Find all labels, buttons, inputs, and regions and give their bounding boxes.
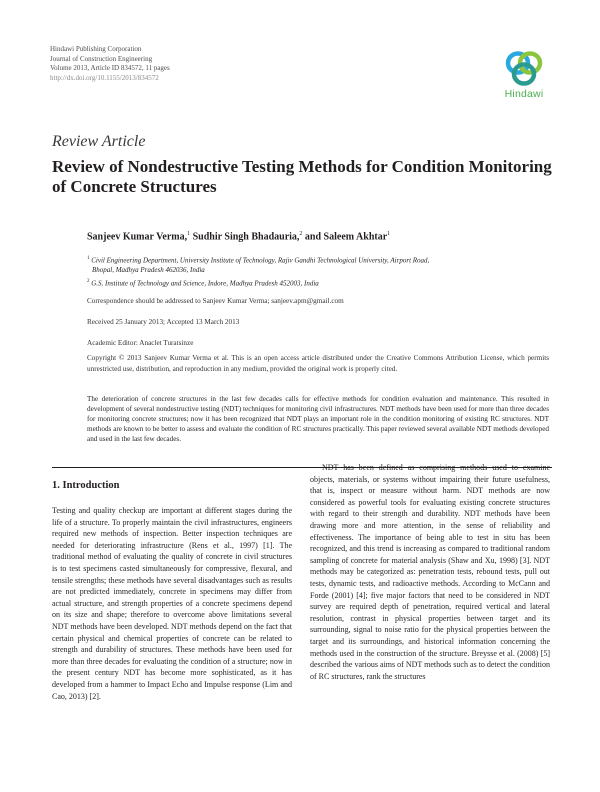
hindawi-logo <box>494 49 554 100</box>
abstract: The deterioration of concrete structures in the last few decades calls for effective methods for condition evaluation and maintenance. This resulted in development of several nondestructive testing (NDT) techniques for monitoring civil infrastructures. NDT methods have been used for more than three decades for monitoring concrete structures; now it has been recognized that NDT plays an important role in the condition monitoring of existing RC structures. NDT methods are known to be better to assess and evaluate the condition of RC structures practically. This paper reviewed several available NDT methods developed and used in the last few decades. <box>87 395 549 443</box>
article-title: Review of Nondestructive Testing Methods for Condition Monitoring of Concrete Structures <box>52 157 552 196</box>
logo-text: Hindawi <box>504 88 544 100</box>
author-affiliation-mark: 1 <box>387 231 391 237</box>
body-column-left: Testing and quality checkup are important at different stages during the life of a structure. To properly maintain the civil infrastructures, engineers required new methods of inspection. Better inspection techniques are needed for deteriorating infrastructure (Rens et al., 1997) [1]. The traditional method of evaluating the quality of concrete in civil structures is to test specimens casted simultaneously for compressive, flexural, and tensile strengths; these methods have several disadvantages such as results are not predicted immediately, concrete in specimens may differ from actual structure, and strength properties of a concrete specimens depend on its size and shape; therefore to overcome above limitations several NDT methods have been developed. NDT methods depend on the fact that certain physical and chemical properties of concrete can be related to strength and durability of structures. These methods have been used for more than three decades for evaluating the condition of a structure; now in the present century NDT has become more sophisticated, as it has developed from a hammer to Impact Echo and Impulse response (Lim and Cao, 2013) [2]. <box>52 506 292 701</box>
affiliation-line: G.S. Institute of Technology and Science, Indore, Madhya Pradesh 452003, India <box>91 279 319 288</box>
author-affiliation-mark: 1 <box>187 231 191 237</box>
academic-editor: Academic Editor: Anaclet Turatsinze <box>87 339 194 347</box>
journal-name: Journal of Construction Engineering <box>50 54 153 63</box>
author-list <box>87 231 390 242</box>
copyright-notice: Copyright © 2013 Sanjeev Kumar Verma et al. This is an open access article distributed under the Creative Commons Attribution License, which permits unrestricted use, distribution, and reproduction in any medium, provided the original work is properly cited. <box>87 354 549 373</box>
affiliation-mark: 2 <box>87 279 90 284</box>
affiliation-2 <box>87 277 547 288</box>
volume-info: Volume 2013, Article ID 834572, 11 pages <box>50 64 170 72</box>
doi-link[interactable]: http://dx.doi.org/10.1155/2013/834572 <box>50 73 159 82</box>
publisher-name: Hindawi Publishing Corporation <box>50 45 142 53</box>
affiliation-mark: 1 <box>87 256 90 261</box>
correspondence: Correspondence should be addressed to Sanjeev Kumar Verma; sanjeev.apm@gmail.com <box>87 297 344 305</box>
hindawi-rings-icon <box>503 49 545 87</box>
received-dates: Received 25 January 2013; Accepted 13 March 2013 <box>87 318 240 326</box>
author-name: Sudhir Singh Bhadauria, <box>192 231 300 243</box>
author-name: Sanjeev Kumar Verma, <box>87 231 188 243</box>
body-column-right: NDT has been defined as comprising methods used to examine objects, materials, or systems without impairing their future usefulness, that is, inspect or measure without harm. NDT methods are now considered as powerful tools for evaluating existing concrete structures with regard to their strength and durability. NDT methods have been drawing more and more attention, in the sense of reliability and effectiveness. The importance of being able to test in situ has been recognized, and this trend is increasing as compared to traditional random sampling of concrete for material analysis (Shaw and Xu, 1998) [3]. NDT methods may be categorized as: penetration tests, rebound tests, pull out tests, dynamic tests, and radioactive methods. According to McCann and Forde (2001) [4]; five major factors that need to be considered in NDT survey are required depth of penetration, required vertical and lateral resolution, contrast in physical properties between target and its surrounding, signal to noise ratio for the physical properties between the target and its surroundings, and historical information concerning the methods used in the construction of the structure. Breysse et al. (2008) [5] described the various aims of NDT methods such as to detect the condition of RC structures, rank the structures <box>310 463 550 681</box>
author-affiliation-mark: 2 <box>299 231 303 237</box>
affiliation-line: Civil Engineering Department, University Institute of Technology, Rajiv Gandhi Technological University, Airport Road, <box>91 256 430 265</box>
affiliation-1 <box>87 254 547 275</box>
author-name: and Saleem Akhtar <box>304 231 388 243</box>
affiliation-line: Bhopal, Madhya Pradesh 462036, India <box>92 266 205 275</box>
journal-header <box>50 45 170 83</box>
article-type: Review Article <box>52 133 146 150</box>
section-heading-introduction: 1. Introduction <box>52 480 120 491</box>
